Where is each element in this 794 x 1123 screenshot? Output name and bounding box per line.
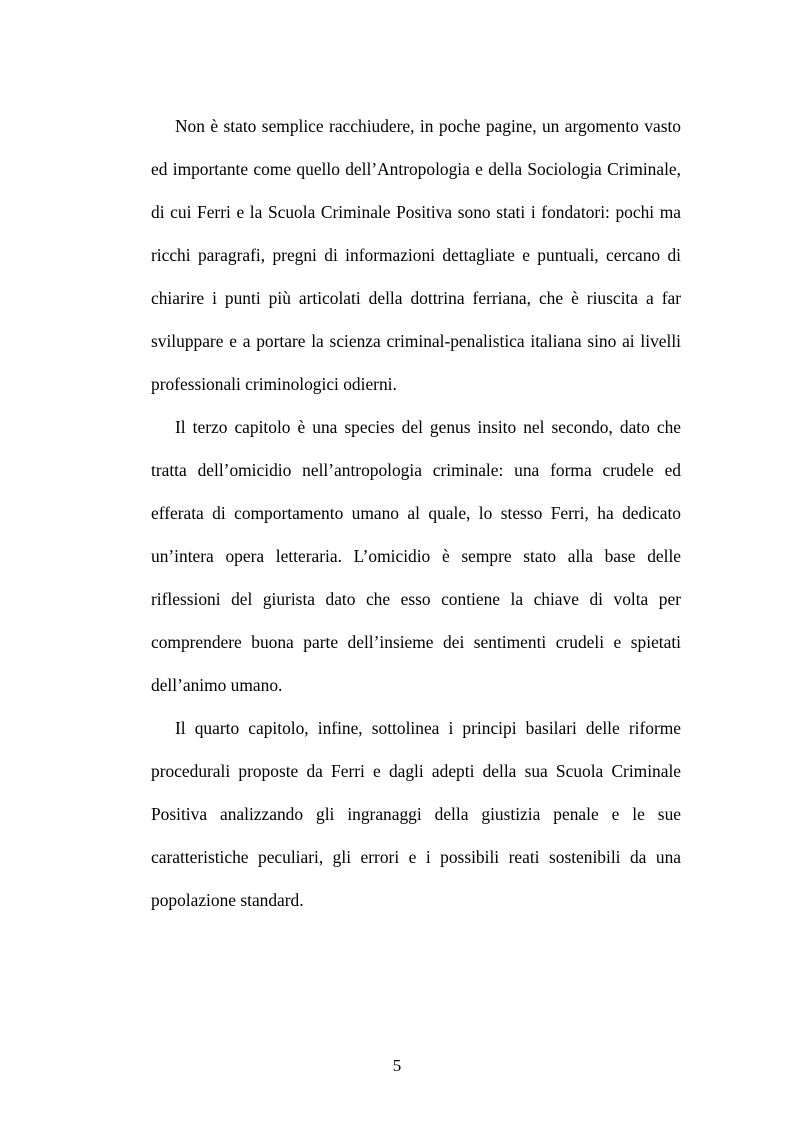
body-text <box>151 105 681 922</box>
paragraph-2: Il terzo capitolo è una species del genus insito nel secondo, dato che tratta dell’omicidio nell’antropologia criminale: una forma crudele ed efferata di comportamento umano al quale, lo stesso Ferri, ha dedicato un’intera opera letteraria. L’omicidio è sempre stato alla base delle riflessioni del giurista dato che esso contiene la chiave di volta per comprendere buona parte dell’insieme dei sentimenti crudeli e spietati dell’animo umano. <box>151 417 681 695</box>
page-number: 5 <box>392 1056 402 1075</box>
paragraph-3: Il quarto capitolo, infine, sottolinea i principi basilari delle riforme procedurali proposte da Ferri e dagli adepti della sua Scuola Criminale Positiva analizzando gli ingranaggi della giustizia penale e le sue caratteristiche peculiari, gli errori e i possibili reati sostenibili da una popolazione standard. <box>151 718 681 910</box>
paragraph-1: Non è stato semplice racchiudere, in poche pagine, un argomento vasto ed importante come quello dell’Antropologia e della Sociologia Criminale, di cui Ferri e la Scuola Criminale Positiva sono stati i fondatori: pochi ma ricchi paragrafi, pregni di informazioni dettagliate e puntuali, cercano di chiarire i punti più articolati della dottrina ferriana, che è riuscita a far sviluppare e a portare la scienza criminal-penalistica italiana sino ai livelli professionali criminologici odierni. <box>151 116 681 394</box>
